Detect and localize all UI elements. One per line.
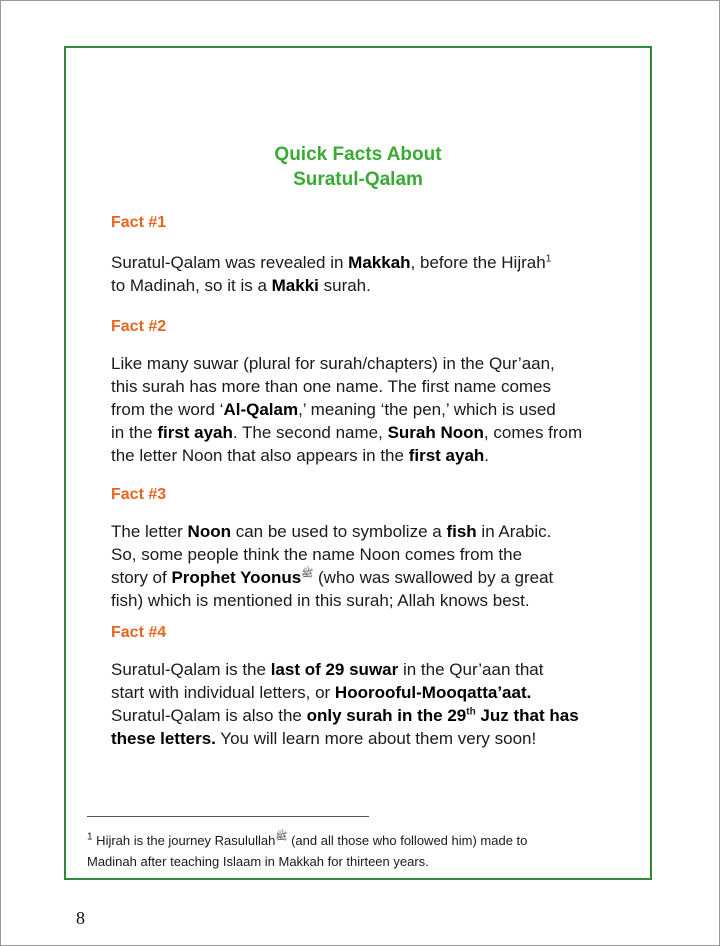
text-run: story of (111, 568, 172, 587)
text-line (111, 444, 631, 467)
text-run: , comes from (483, 423, 583, 442)
text-run: Like many suwar (plural for surah/chapters) in the Qur’aan, (111, 354, 555, 373)
fact-4-heading: Fact #4 (111, 624, 167, 641)
text-line (111, 251, 631, 274)
fact-2-heading: Fact #2 (111, 318, 167, 335)
fact-3-body (111, 520, 631, 612)
footnote (87, 830, 632, 872)
text-run: in Arabic. (476, 522, 552, 541)
text-run: ,’ meaning ‘the pen,’ which is used (298, 400, 556, 419)
bold-text: Hoorooful-Mooqatta’aat. (334, 683, 532, 702)
bold-text: first ayah (408, 446, 485, 465)
text-run: . (484, 446, 490, 465)
page-title (66, 142, 650, 192)
text-line (111, 704, 631, 727)
text-line (111, 398, 631, 421)
text-run: (and all those who followed him) made to (287, 833, 528, 848)
bold-text: only surah in the 29 (306, 706, 467, 725)
text-line (111, 658, 631, 681)
text-line (111, 352, 631, 375)
bold-text: Makki (271, 276, 319, 295)
text-line (111, 520, 631, 543)
footnote-rule (87, 816, 369, 817)
text-run: in the (111, 423, 158, 442)
text-run: , before the Hijrah (410, 253, 546, 272)
content-frame (64, 46, 652, 880)
text-line (87, 830, 632, 851)
text-line (111, 421, 631, 444)
text-run: start with individual letters, or (111, 683, 335, 702)
text-run: this surah has more than one name. The first name comes (111, 377, 552, 396)
bold-text: Juz that has (475, 706, 579, 725)
text-run: the letter Noon that also appears in the (111, 446, 409, 465)
bold-text: Al-Qalam (223, 400, 299, 419)
text-line (111, 375, 631, 398)
text-run: can be used to symbolize a (230, 522, 447, 541)
text-run: The letter (111, 522, 188, 541)
fact-2-body (111, 352, 631, 467)
bold-text: Makkah (348, 253, 411, 272)
bold-text: these letters. (111, 729, 216, 748)
title-line-1: Quick Facts About (274, 144, 442, 165)
bold-text: fish (446, 522, 477, 541)
bold-text: last of 29 suwar (270, 660, 399, 679)
text-run: (who was swallowed by a great (313, 568, 554, 587)
superscript: 1 (545, 253, 552, 265)
superscript: 1 (87, 831, 93, 843)
text-run: Suratul-Qalam is the (111, 660, 271, 679)
honorific-symbol: ﷺ (301, 568, 314, 580)
text-run: in the Qur’aan that (398, 660, 544, 679)
text-run: Hijrah is the journey Rasulullah (92, 833, 276, 848)
fact-1-heading: Fact #1 (111, 214, 167, 231)
bold-text: Prophet Yoonus (171, 568, 302, 587)
text-run: surah. (318, 276, 371, 295)
text-run: So, some people think the name Noon comes from the (111, 545, 523, 564)
bold-text: Noon (187, 522, 231, 541)
text-line (111, 727, 631, 750)
text-run: to Madinah, so it is a (111, 276, 272, 295)
text-run: Suratul-Qalam was revealed in (111, 253, 349, 272)
text-run: . The second name, (232, 423, 388, 442)
fact-3-heading: Fact #3 (111, 486, 167, 503)
text-run: from the word ‘ (111, 400, 224, 419)
bold-text: first ayah (157, 423, 233, 442)
text-run: Suratul-Qalam is also the (111, 706, 307, 725)
text-run: Madinah after teaching Islaam in Makkah for thirteen years. (87, 854, 429, 869)
superscript: th (466, 706, 476, 718)
fact-1-body (111, 251, 631, 297)
text-line (111, 681, 631, 704)
text-line (111, 543, 631, 566)
text-run: fish) which is mentioned in this surah; Allah knows best. (111, 591, 530, 610)
title-line-2: Suratul-Qalam (293, 169, 423, 190)
text-line (111, 566, 631, 589)
bold-text: Surah Noon (387, 423, 484, 442)
page-number: 8 (76, 908, 85, 928)
text-line (87, 851, 632, 872)
text-run: You will learn more about them very soon! (215, 729, 537, 748)
honorific-symbol: ﷺ (275, 831, 288, 843)
fact-4-body (111, 658, 631, 750)
text-line (111, 274, 631, 297)
text-line (111, 589, 631, 612)
